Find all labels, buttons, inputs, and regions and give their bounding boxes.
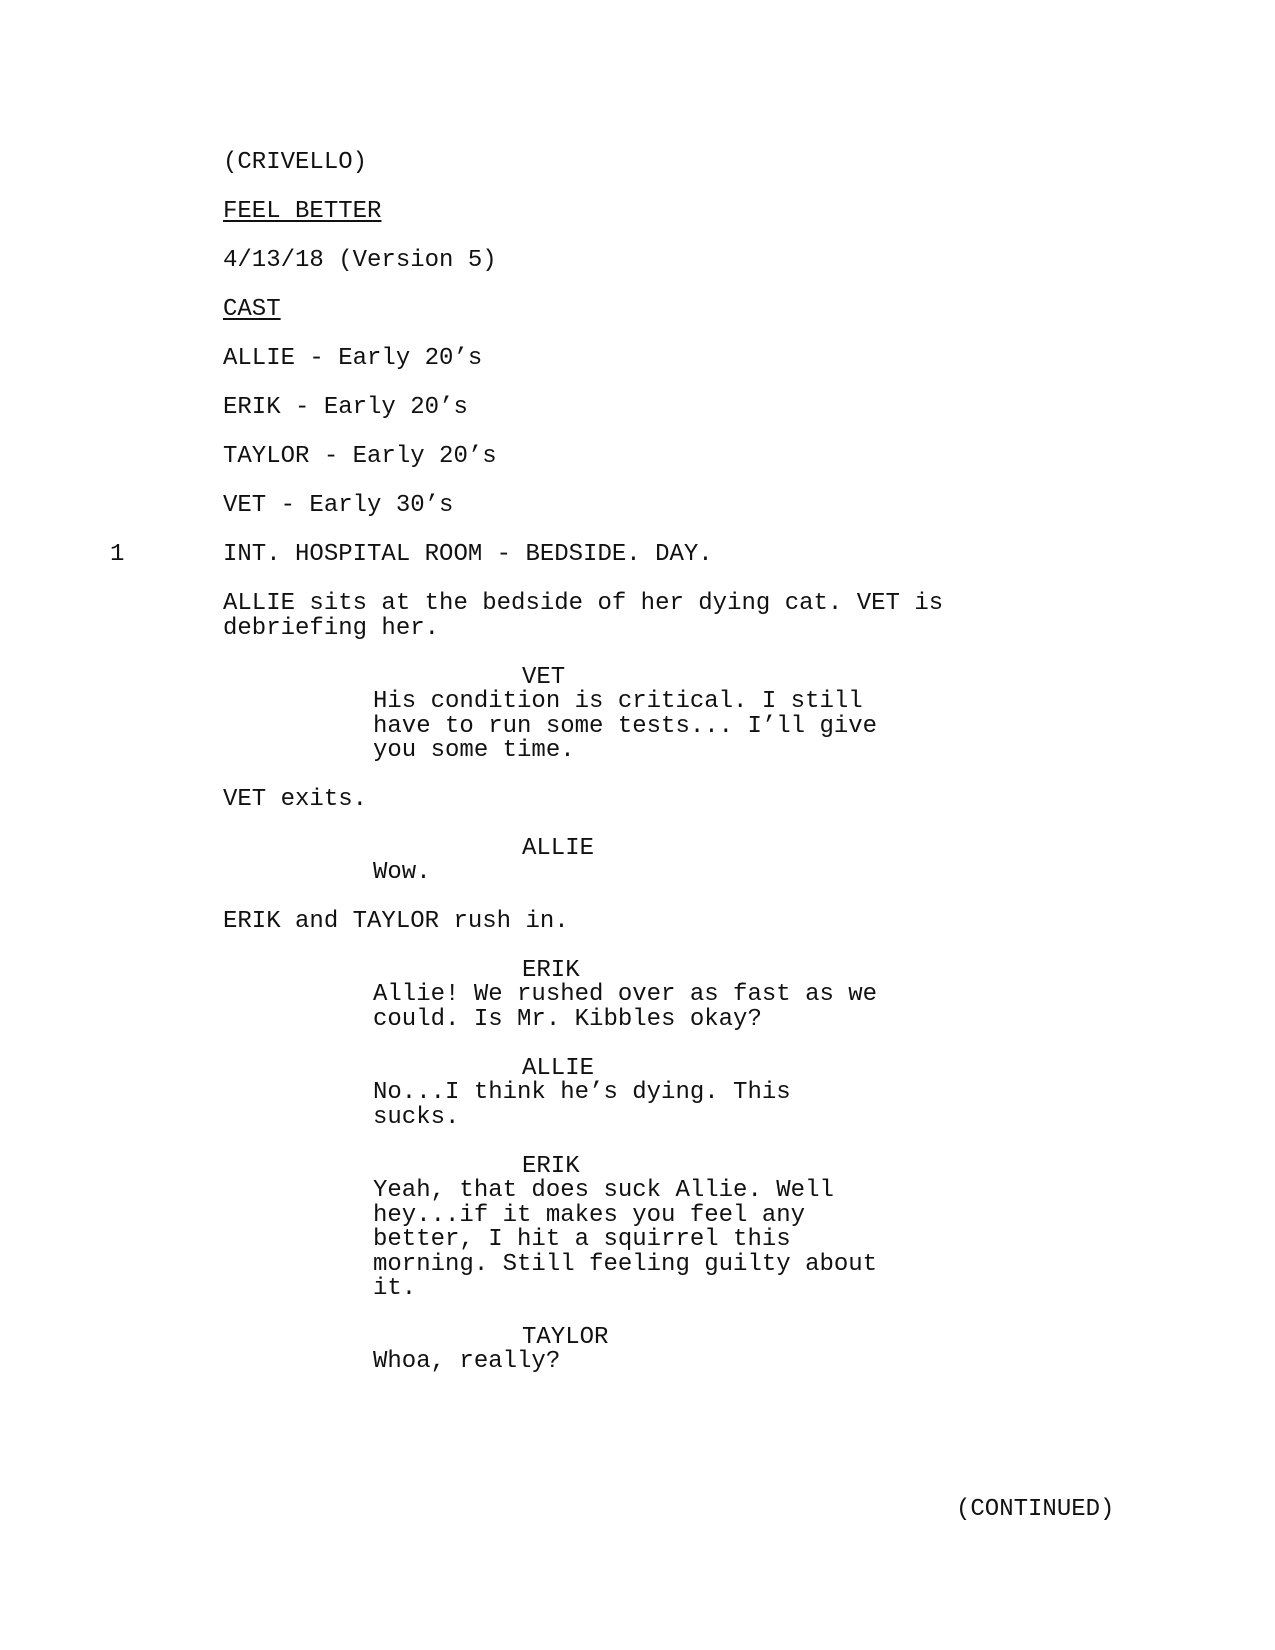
cast-item: ALLIE - Early 20’s bbox=[223, 345, 483, 372]
cast-item: VET - Early 30’s bbox=[223, 492, 454, 519]
dialogue-line: hey...if it makes you feel any bbox=[373, 1202, 806, 1229]
dialogue-line: could. Is Mr. Kibbles okay? bbox=[373, 1006, 762, 1033]
action-line: VET exits. bbox=[223, 786, 368, 813]
dialogue-line: you some time. bbox=[373, 737, 575, 764]
scene-number: 1 bbox=[110, 541, 125, 568]
dialogue-line: have to run some tests... I’ll give bbox=[373, 713, 878, 740]
character-name: TAYLOR bbox=[522, 1324, 609, 1351]
character-name: ERIK bbox=[522, 1153, 580, 1180]
character-name: ALLIE bbox=[522, 1055, 595, 1082]
author-credit: (CRIVELLO) bbox=[223, 149, 368, 176]
dialogue-line: Wow. bbox=[373, 859, 431, 886]
character-name: VET bbox=[522, 664, 566, 691]
cast-heading: CAST bbox=[223, 296, 281, 323]
dialogue-line: No...I think he’s dying. This bbox=[373, 1079, 791, 1106]
action-line: ALLIE sits at the bedside of her dying cat. VET is bbox=[223, 590, 944, 617]
cast-item: ERIK - Early 20’s bbox=[223, 394, 468, 421]
dialogue-line: sucks. bbox=[373, 1104, 460, 1131]
action-line: debriefing her. bbox=[223, 615, 440, 642]
cast-item: TAYLOR - Early 20’s bbox=[223, 443, 497, 470]
dialogue-line: it. bbox=[373, 1275, 417, 1302]
dialogue-line: His condition is critical. I still bbox=[373, 688, 863, 715]
dialogue-line: Yeah, that does suck Allie. Well bbox=[373, 1177, 834, 1204]
dialogue-line: better, I hit a squirrel this bbox=[373, 1226, 791, 1253]
character-name: ERIK bbox=[522, 957, 580, 984]
continued-marker: (CONTINUED) bbox=[956, 1496, 1115, 1523]
action-line: ERIK and TAYLOR rush in. bbox=[223, 908, 569, 935]
dialogue-line: Allie! We rushed over as fast as we bbox=[373, 981, 878, 1008]
scene-heading: INT. HOSPITAL ROOM - BEDSIDE. DAY. bbox=[223, 541, 713, 568]
dialogue-line: morning. Still feeling guilty about bbox=[373, 1251, 878, 1278]
character-name: ALLIE bbox=[522, 835, 595, 862]
script-title: FEEL BETTER bbox=[223, 198, 382, 225]
dialogue-line: Whoa, really? bbox=[373, 1348, 561, 1375]
date-version: 4/13/18 (Version 5) bbox=[223, 247, 497, 274]
